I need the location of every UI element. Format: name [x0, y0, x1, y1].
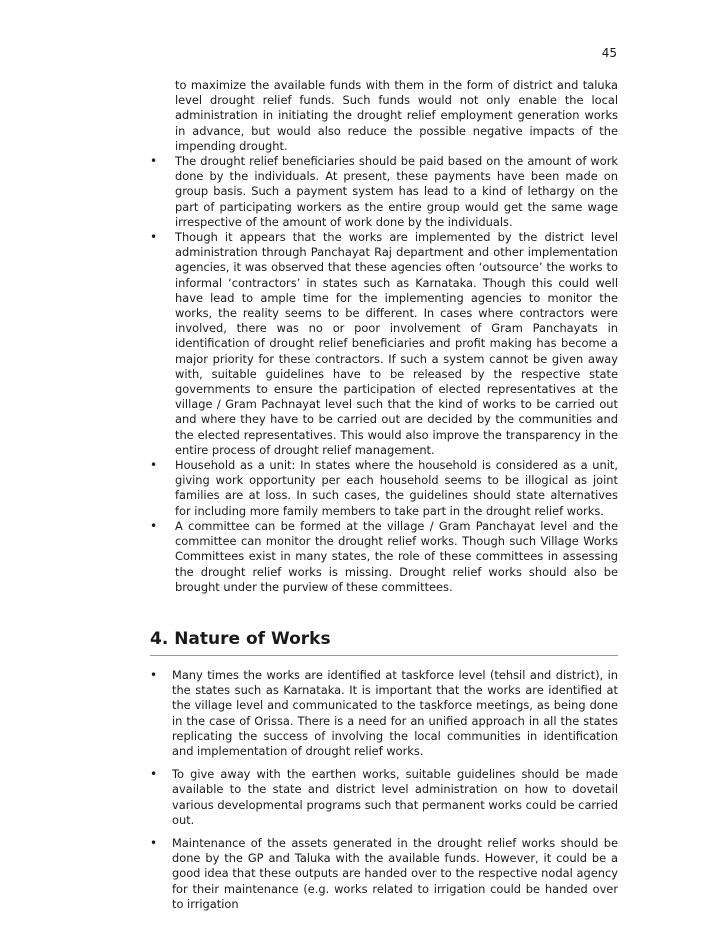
bullet-icon: • [150, 835, 158, 850]
list-item-text: Many times the works are identified at taskforce level (tehsil and district), in the states such as Karnataka. It is important that the works are identified at the village level and communicated to the taskforce meetings, as being done in the case of Orissa. There is a need for an unified approach in all the states replicating the success of involving the local communities in identification and implementation of drought relief works. [172, 667, 618, 758]
bullet-icon: • [150, 154, 158, 169]
section-list [150, 668, 618, 912]
list-item-text: To give away with the earthen works, suitable guidelines should be made available to the state and district level administration on how to dovetail various developmental programs such that permanent works could be carried out. [172, 767, 618, 827]
page-number: 45 [601, 46, 617, 60]
list-item [150, 458, 618, 519]
section-heading: 4. Nature of Works [150, 628, 618, 656]
bullet-icon: • [150, 767, 158, 782]
list-item [150, 519, 618, 595]
continuation-paragraph: to maximize the available funds with them in the form of district and taluka level drought relief funds. Such funds would not only enable the local administration in initiating the drought relief employment generation works in advance, but would also reduce the possible negative impacts of the impending drought. [175, 78, 618, 153]
bullet-icon: • [150, 667, 158, 682]
list-item [150, 836, 618, 912]
list-item-text: A committee can be formed at the village / Gram Panchayat level and the committee can monitor the drought relief works. Though such Village Works Committees exist in many states, the role of these committees in assessing the drought relief works is missing. Drought relief works should also be brought under the purview of these committees. [175, 518, 618, 594]
list-item-text: Though it appears that the works are implemented by the district level administration through Panchayat Raj department and other implementation agencies, it was observed that these agencies often ‘outsource’ the works to informal ‘contractors’ in states such as Karnataka. Though this could well have lead to ample time for the implementing agencies to monitor the works, the reality seems to be different. In cases where contractors were involved, there was no or poor involvement of Gram Panchayats in identification of drought relief beneficiaries and profit making has become a major priority for these contractors. If such a system cannot be given away with, suitable guidelines have to be released by the respective state governments to ensure the participation of elected representatives at the village / Gram Pachnayat level such that the kind of works to be carried out and where they have to be carried out are decided by the communities and the elected representatives. This would also improve the transparency in the entire process of drought relief management. [175, 230, 618, 457]
list-item-text: Household as a unit: In states where the household is considered as a unit, giving work opportunity per each household seems to be illogical as joint families are at loss. In such cases, the guidelines should state alternatives for including more family members to take part in the drought relief works. [175, 458, 618, 518]
list-item [150, 154, 618, 230]
bullet-icon: • [150, 458, 158, 473]
list-item [150, 668, 618, 759]
list-item-text: The drought relief beneficiaries should be paid based on the amount of work done by the individuals. At present, these payments have been made on group basis. Such a payment system has lead to a kind of lethargy on the part of participating workers as the entire group would get the same wage irrespective of the amount of work done by the individuals. [175, 154, 618, 229]
list-item [150, 767, 618, 828]
recommendations-list [150, 154, 618, 595]
list-item-text: Maintenance of the assets generated in the drought relief works should be done by the GP and Taluka with the available funds. However, it could be a good idea that these outputs are handed over to the respective nodal agency for their maintenance (e.g. works related to irrigation could be handed over to irrigation [172, 835, 618, 911]
bullet-icon: • [150, 230, 158, 245]
page-content [150, 78, 618, 920]
list-item [150, 230, 618, 458]
bullet-icon: • [150, 518, 158, 533]
